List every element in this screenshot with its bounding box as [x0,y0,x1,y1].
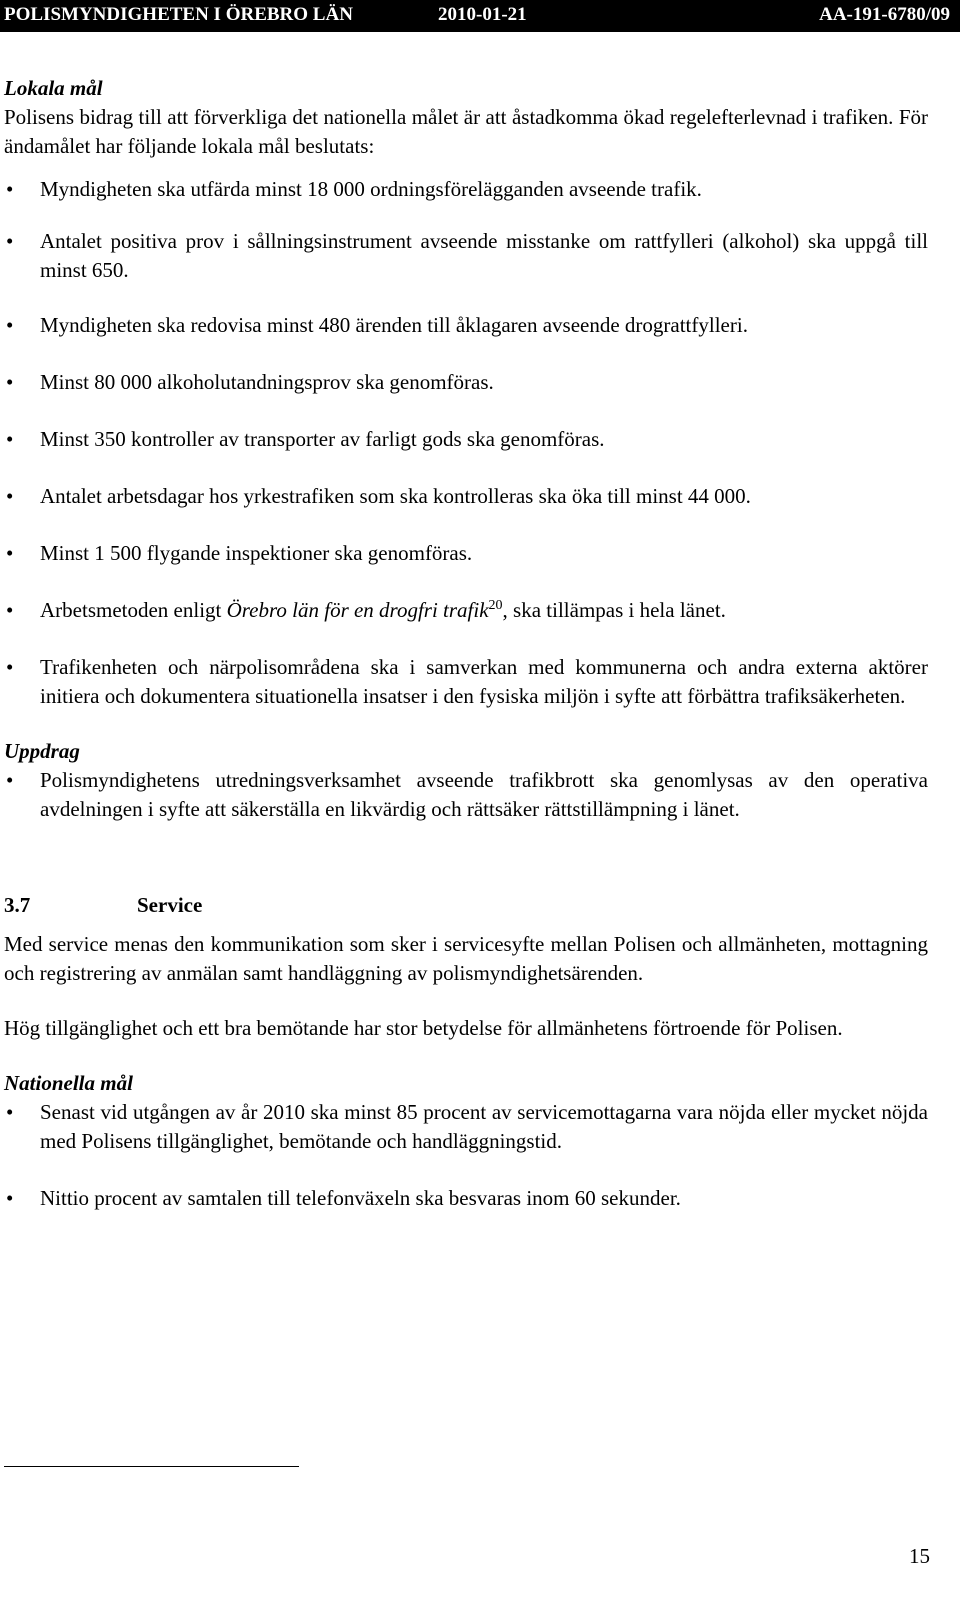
list-item: • Myndigheten ska redovisa minst 480 ärenden till åklagaren avseende drograttfylleri. [6,313,748,337]
header-reference: AA-191-6780/09 [819,4,950,25]
list-item: • Senast vid utgången av år 2010 ska minst 85 procent av servicemottagarna vara nöjda eller mycket nöjda med Polisens tillgänglighet, bemötande och handläggningstid. [6,1100,928,1153]
header-organization: POLISMYNDIGHETEN I ÖREBRO LÄN [4,4,353,25]
list-item: • Minst 80 000 alkoholutandningsprov ska genomföras. [6,370,494,394]
document-body [4,74,928,1213]
section-number: 3.7 [4,893,31,917]
assignment-heading: Uppdrag [4,739,80,763]
national-goals-list [4,1098,928,1213]
local-goals-list [4,175,928,711]
list-item: • Antalet positiva prov i sållningsinstrument avseende misstanke om rattfylleri (alkohol) ska uppgå till minst 650. [6,229,928,282]
list-item: • Trafikenheten och närpolisområdena ska i samverkan med kommunerna och andra externa aktörer initiera och dokumentera situationella insatser i den fysiska miljön i syfte att förbättra trafiksäkerheten. [6,655,928,708]
footnote-reference: 20 [488,598,503,613]
list-item: • Minst 1 500 flygande inspektioner ska genomföras. [6,541,473,565]
list-item: • Nittio procent av samtalen till telefonväxeln ska besvaras inom 60 sekunder. [6,1186,681,1210]
local-goals-intro: Polisens bidrag till att förverkliga det nationella målet är att åstadkomma ökad regelefterlevnad i trafiken. För ändamålet har följande lokala mål beslutats: [4,105,928,158]
section-title: Service [137,893,203,917]
section-paragraph: Hög tillgänglighet och ett bra bemötande har stor betydelse för allmänhetens förtroende för Polisen. [4,1016,843,1040]
method-title: Örebro län för en drogfri trafik [226,598,489,622]
list-item: • Polismyndighetens utredningsverksamhet avseende trafikbrott ska genomlysas av den operativa avdelningen i syfte att säkerställa en likvärdig och rättsäker rättstillämpning i länet. [6,768,928,821]
page-number: 15 [909,1544,930,1568]
list-item-method: • Arbetsmetoden enligt Örebro län för en drogfri trafik$^{20}$, ska tillämpas i hela länet. [6,598,726,622]
section-paragraph: Med service menas den kommunikation som sker i servicesyfte mellan Polisen och allmänheten, mottagning och registrering av anmälan samt handläggning av polismyndighetsärenden. [4,932,928,985]
page-header [0,0,960,32]
local-goals-heading: Lokala mål [4,76,103,100]
assignment-list [4,766,928,824]
footnote-separator [4,1466,299,1467]
list-item: • Antalet arbetsdagar hos yrkestrafiken som ska kontrolleras ska öka till minst 44 000. [6,484,751,508]
national-goals-heading: Nationella mål [4,1071,133,1095]
list-item: • Minst 350 kontroller av transporter av farligt gods ska genomföras. [6,427,605,451]
header-date: 2010-01-21 [438,4,527,25]
section-heading [4,891,928,920]
list-item: • Myndigheten ska utfärda minst 18 000 ordningsförelägganden avseende trafik. [6,177,702,201]
